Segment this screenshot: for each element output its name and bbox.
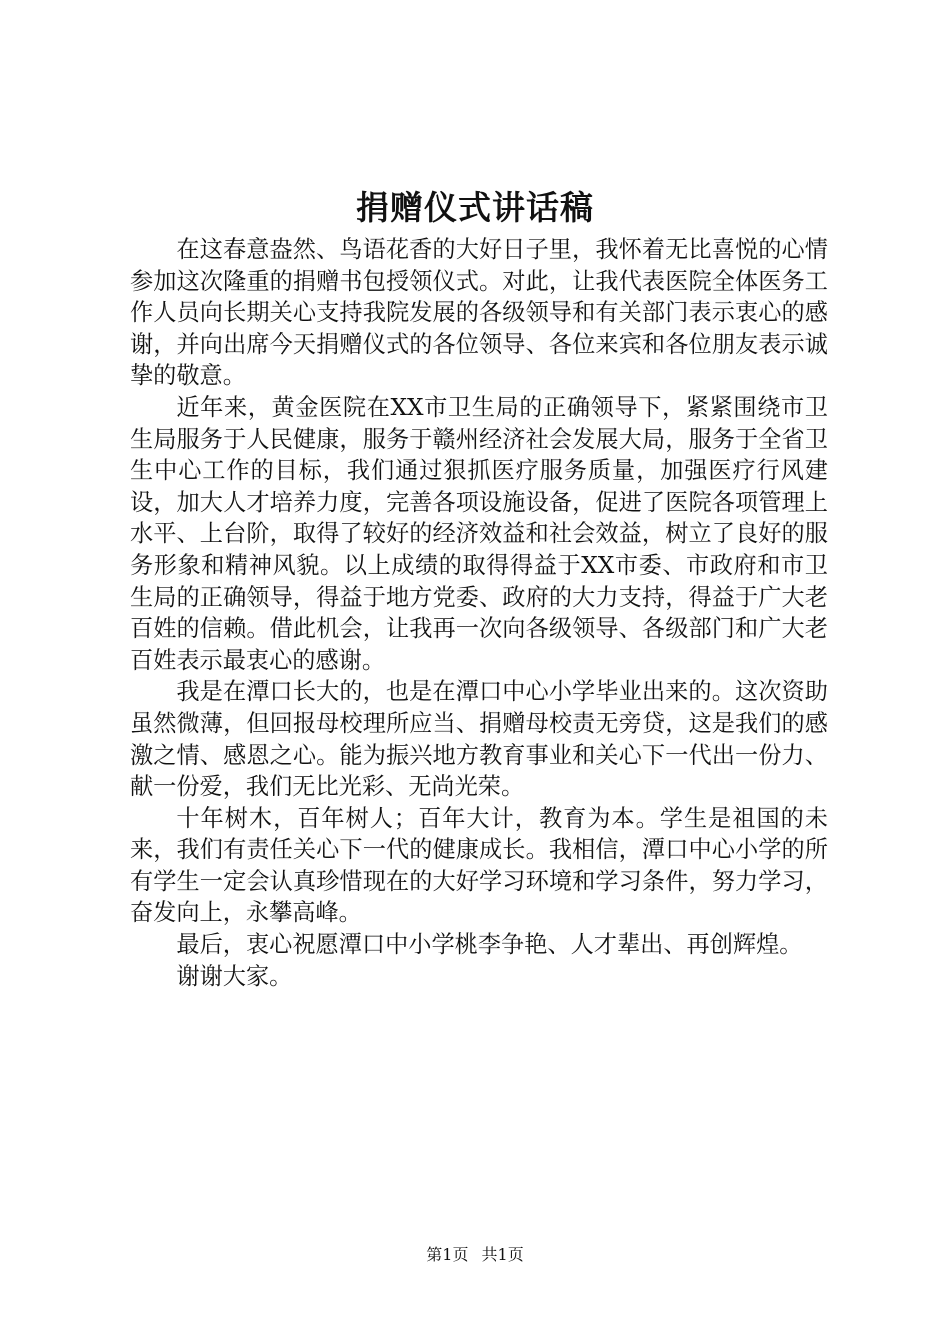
document-body <box>130 234 828 992</box>
paragraph-wishes: 最后，衷心祝愿潭口中小学桃李争艳、人才辈出、再创辉煌。 <box>176 931 803 959</box>
paragraph-thanks: 谢谢大家。 <box>176 962 293 990</box>
paragraph-alma-mater: 我是在潭口长大的，也是在潭口中心小学毕业出来的。这次资助虽然微薄，但回报母校理所应当、捐赠母校责无旁贷，这是我们的感激之情、感恩之心。能为振兴地方教育事业和关心下一代出一份力、献一份爱，我们无比光彩、无尚光荣。 <box>130 678 828 801</box>
document-title: 捐赠仪式讲话稿 <box>356 188 594 227</box>
page-number: 第1页 <box>426 1245 469 1264</box>
paragraph-opening: 在这春意盎然、鸟语花香的大好日子里，我怀着无比喜悦的心情参加这次隆重的捐赠书包授领仪式。对此，让我代表医院全体医务工作人员向长期关心支持我院发展的各级领导和有关部门表示衷心的感谢，并向出席今天捐赠仪式的各位领导、各位来宾和各位朋友表示诚挚的敬意。 <box>130 236 828 390</box>
paragraph-education: 十年树木，百年树人；百年大计，教育为本。学生是祖国的未来，我们有责任关心下一代的健康成长。我相信，潭口中心小学的所有学生一定会认真珍惜现在的大好学习环境和学习条件，努力学习，奋发向上，永攀高峰。 <box>130 804 828 927</box>
page-footer <box>0 1244 950 1266</box>
paragraph-achievements: 近年来，黄金医院在XX市卫生局的正确领导下，紧紧围绕市卫生局服务于人民健康，服务于赣州经济社会发展大局，服务于全省卫生中心工作的目标，我们通过狠抓医疗服务质量，加强医疗行风建设，加大人才培养力度，完善各项设施设备，促进了医院各项管理上水平、上台阶，取得了较好的经济效益和社会效益，树立了良好的服务形象和精神风貌。以上成绩的取得得益于XX市委、市政府和市卫生局的正确领导，得益于地方党委、政府的大力支持，得益于广大老百姓的信赖。借此机会，让我再一次向各级领导、各级部门和广大老百姓表示最衷心的感谢。 <box>130 393 828 674</box>
page-total: 共1页 <box>481 1245 524 1264</box>
